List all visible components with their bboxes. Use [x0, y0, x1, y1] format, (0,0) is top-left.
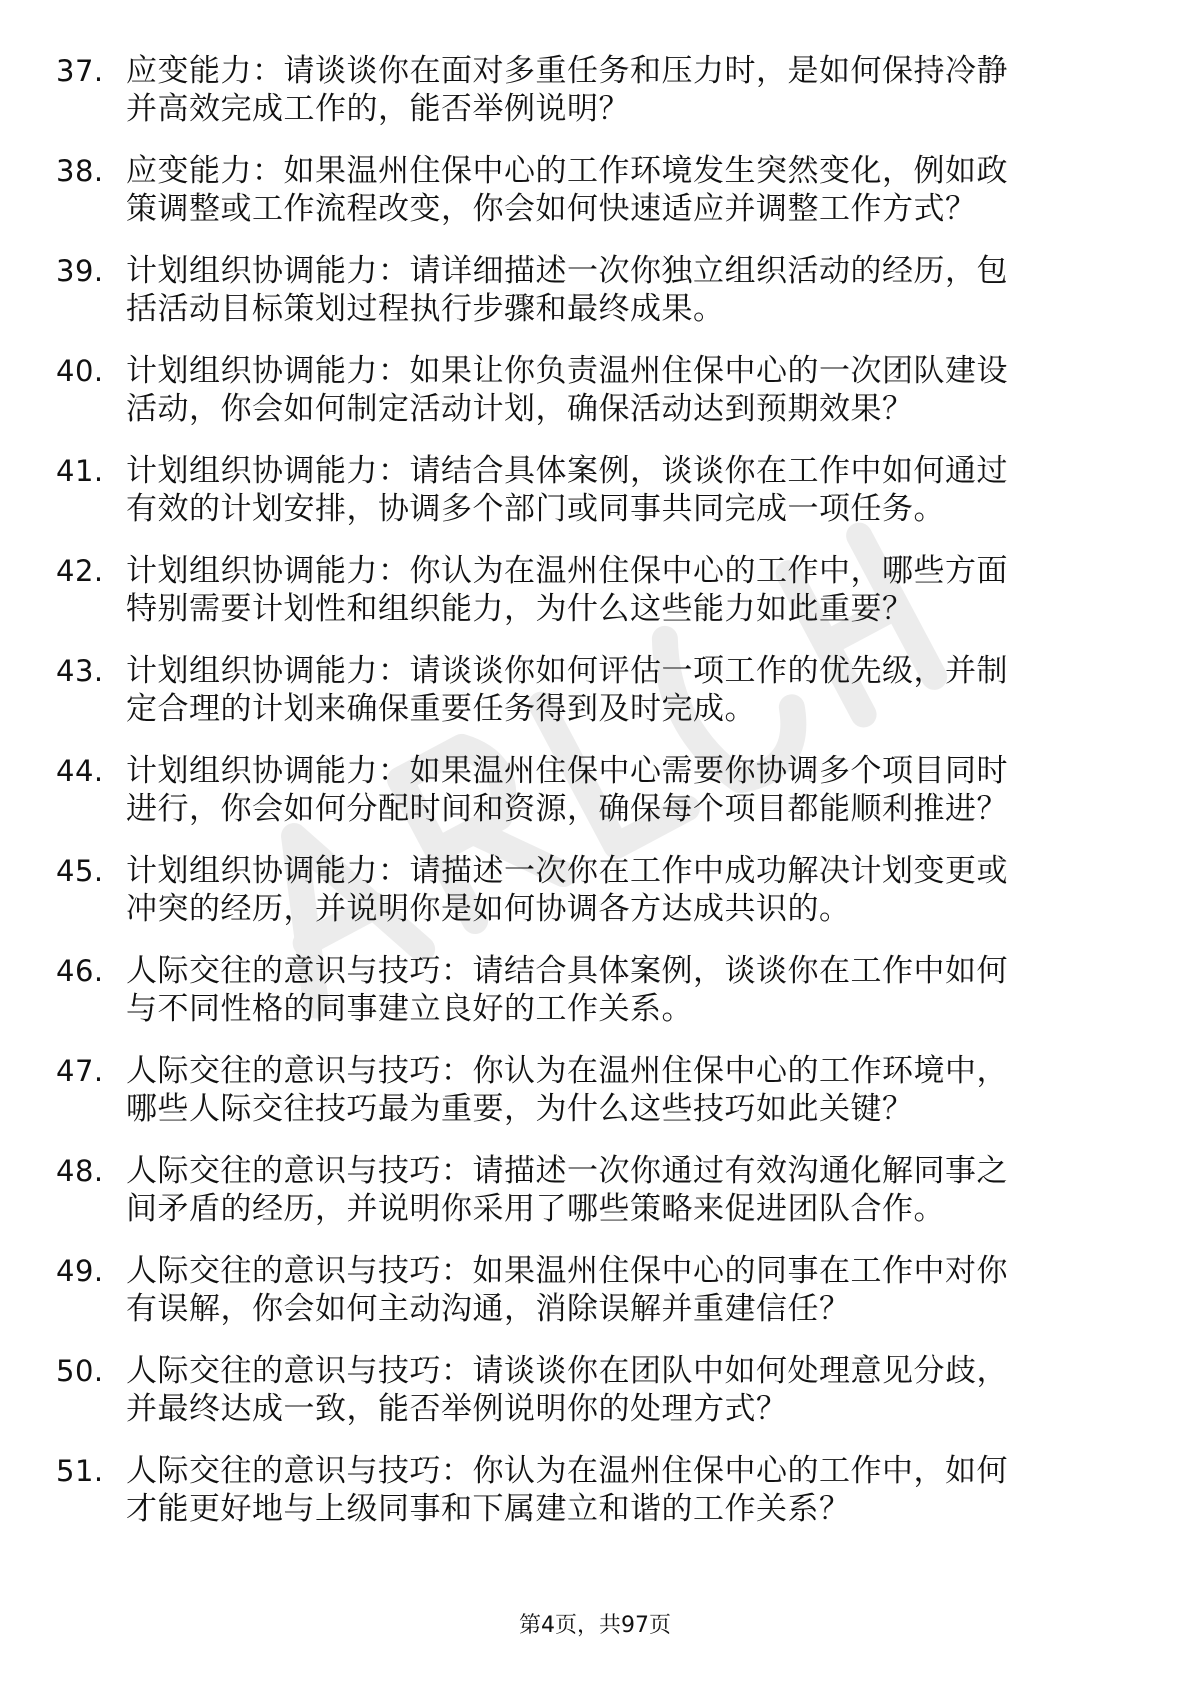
question-number: 37.: [56, 54, 104, 88]
question-text: 应变能力：如果温州住保中心的工作环境发生突然变化，例如政 策调整或工作流程改变，你会如何快速适应并调整工作方式？: [126, 153, 1008, 227]
question-item: [56, 1352, 1136, 1452]
question-number: 51.: [56, 1454, 104, 1488]
question-text: 计划组织协调能力：你认为在温州住保中心的工作中，哪些方面 特别需要计划性和组织能力，为什么这些能力如此重要？: [126, 553, 1008, 627]
question-number: 47.: [56, 1054, 104, 1088]
question-item: [56, 152, 1136, 252]
question-number: 44.: [56, 754, 104, 788]
question-number: 43.: [56, 654, 104, 688]
question-number: 49.: [56, 1254, 104, 1288]
question-text: 计划组织协调能力：请描述一次你在工作中成功解决计划变更或 冲突的经历，并说明你是如何协调各方达成共识的。: [126, 853, 1008, 927]
question-item: [56, 252, 1136, 352]
question-number: 50.: [56, 1354, 104, 1388]
question-number: 46.: [56, 954, 104, 988]
question-number: 38.: [56, 154, 104, 188]
question-item: [56, 1252, 1136, 1352]
page-footer: [0, 1612, 1190, 1640]
question-text: 计划组织协调能力：如果温州住保中心需要你协调多个项目同时 进行，你会如何分配时间和资源，确保每个项目都能顺利推进？: [126, 753, 1008, 827]
question-text: 计划组织协调能力：请谈谈你如何评估一项工作的优先级，并制 定合理的计划来确保重要任务得到及时完成。: [126, 653, 1008, 727]
question-text: 人际交往的意识与技巧：请谈谈你在团队中如何处理意见分歧， 并最终达成一致，能否举例说明你的处理方式？: [126, 1353, 1008, 1427]
question-item: [56, 352, 1136, 452]
question-text: 人际交往的意识与技巧：请结合具体案例，谈谈你在工作中如何 与不同性格的同事建立良好的工作关系。: [126, 953, 1008, 1027]
question-number: 41.: [56, 454, 104, 488]
question-number: 40.: [56, 354, 104, 388]
question-item: [56, 852, 1136, 952]
question-item: [56, 552, 1136, 652]
question-item: [56, 52, 1136, 152]
question-text: 计划组织协调能力：如果让你负责温州住保中心的一次团队建设 活动，你会如何制定活动计划，确保活动达到预期效果？: [126, 353, 1008, 427]
question-text: 应变能力：请谈谈你在面对多重任务和压力时，是如何保持冷静 并高效完成工作的，能否举例说明？: [126, 53, 1008, 127]
question-item: [56, 652, 1136, 752]
question-text: 计划组织协调能力：请结合具体案例，谈谈你在工作中如何通过 有效的计划安排，协调多个部门或同事共同完成一项任务。: [126, 453, 1008, 527]
question-number: 42.: [56, 554, 104, 588]
question-item: [56, 952, 1136, 1052]
page-number-label: 第4页，共97页: [519, 1613, 671, 1638]
question-number: 39.: [56, 254, 104, 288]
question-item: [56, 1452, 1136, 1552]
question-list: [56, 52, 1136, 1552]
question-number: 48.: [56, 1154, 104, 1188]
question-item: [56, 452, 1136, 552]
question-text: 人际交往的意识与技巧：如果温州住保中心的同事在工作中对你 有误解，你会如何主动沟通，消除误解并重建信任？: [126, 1253, 1008, 1327]
question-item: [56, 1052, 1136, 1152]
question-text: 人际交往的意识与技巧：请描述一次你通过有效沟通化解同事之 间矛盾的经历，并说明你采用了哪些策略来促进团队合作。: [126, 1153, 1008, 1227]
question-text: 人际交往的意识与技巧：你认为在温州住保中心的工作中，如何 才能更好地与上级同事和下属建立和谐的工作关系？: [126, 1453, 1008, 1527]
question-item: [56, 1152, 1136, 1252]
question-number: 45.: [56, 854, 104, 888]
question-text: 人际交往的意识与技巧：你认为在温州住保中心的工作环境中， 哪些人际交往技巧最为重要，为什么这些技巧如此关键？: [126, 1053, 1008, 1127]
question-text: 计划组织协调能力：请详细描述一次你独立组织活动的经历，包 括活动目标策划过程执行步骤和最终成果。: [126, 253, 1008, 327]
question-item: [56, 752, 1136, 852]
